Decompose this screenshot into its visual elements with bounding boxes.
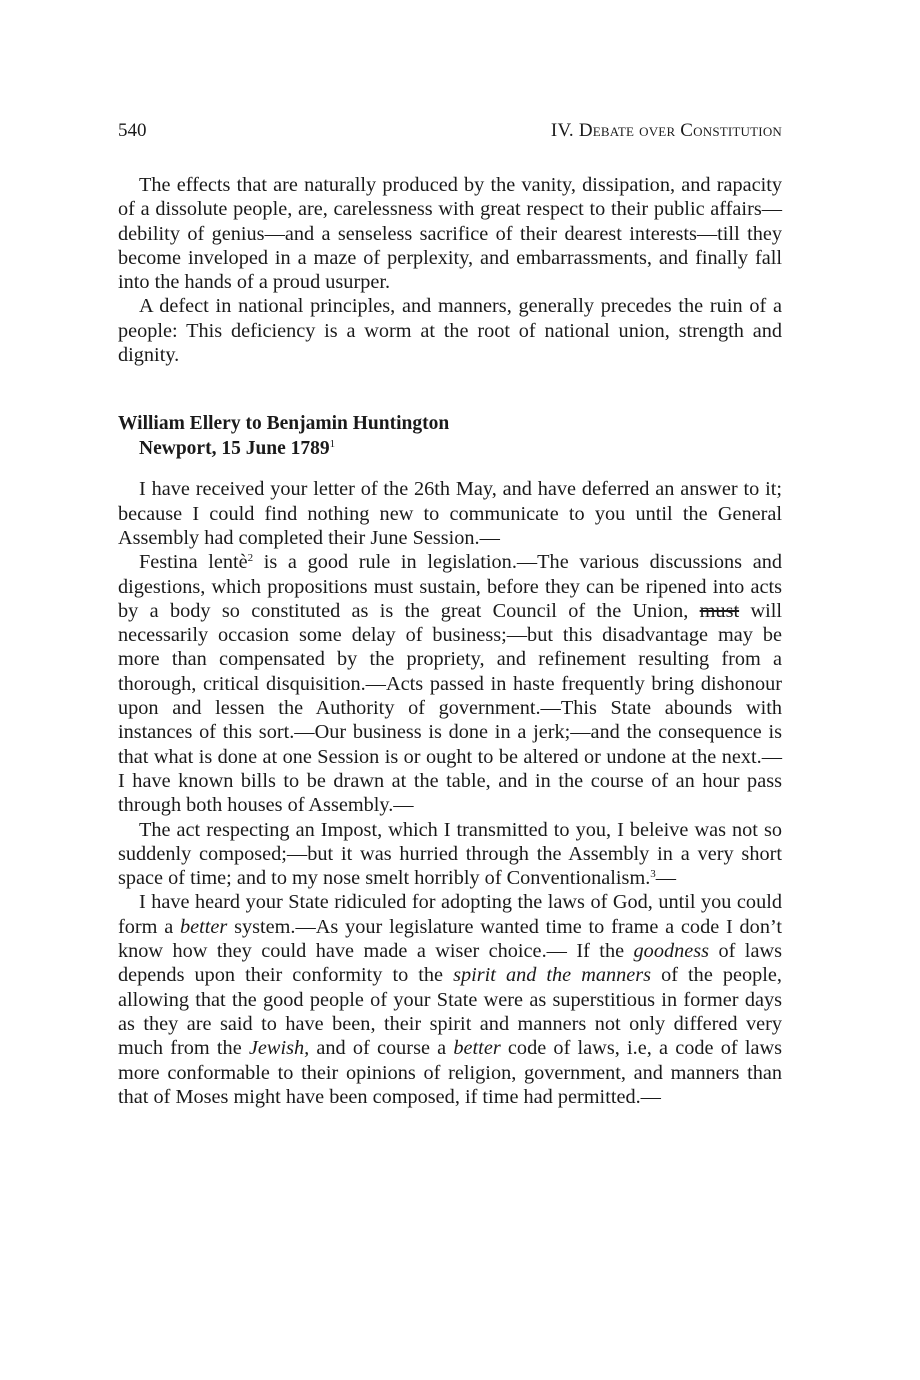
running-head xyxy=(118,118,782,144)
letter-heading-correspondents: William Ellery to Benjamin Huntington xyxy=(118,413,450,435)
letter-paragraph-3 xyxy=(118,818,782,891)
letter-p4-text-b: system.—As your legislature wanted time to frame a code I don’t know how they could have made a wiser choice.— If the xyxy=(118,915,782,963)
letter-p4-text-d: of the people, allowing that the good people of your State were as superstitious in former days as they are said to have been, their spirit and manners not only differed very much from the xyxy=(118,964,782,1060)
section-title: IV. Debate over Constitution xyxy=(550,120,782,141)
italic-better-1: better xyxy=(180,915,228,938)
letter-paragraph-4 xyxy=(118,890,782,1109)
letter-p2-text-a: Festina lentè xyxy=(139,551,248,574)
page-number: 540 xyxy=(118,120,147,141)
struck-word: must xyxy=(699,599,740,622)
letter-heading xyxy=(118,412,782,461)
letter-p3-text-a: The act respecting an Impost, which I transmitted to you, I beleive was not so suddenly composed;—but it was hurried through the Assembly in a very short space of time; and to my nose smelt horribly of Conventionalism. xyxy=(118,818,782,890)
italic-better-2: better xyxy=(453,1037,501,1060)
letter-p2-text-c: will necessarily occasion some delay of business;—but this disadvantage may be more than compensated by the propriety, and refinement resulting from a thorough, critical disquisition.—Acts passed in haste frequently bring dishonour upon and lessen the Authority of government.—This State abounds with instances of this sort.—Our business is done in a jerk;—and the consequence is that what is done at one Session is or ought to be altered or undone at the next.—I have known bills to be drawn at the table, and in the course of an hour pass through both houses of Assembly.— xyxy=(118,599,782,817)
letter-paragraph-1: I have received your letter of the 26th May, and have deferred an answer to it; because I could find nothing new to communicate to you until the General Assembly had completed their June Session.— xyxy=(118,478,782,549)
footnote-marker-2[interactable]: 2 xyxy=(247,552,254,565)
footnote-marker-3[interactable]: 3 xyxy=(650,868,656,881)
section-gap xyxy=(118,367,782,412)
intro-paragraph-2: A defect in national principles, and manners, generally precedes the ruin of a people: This deficiency is a worm at the root of national union, strength and dignity. xyxy=(118,295,782,367)
italic-goodness: goodness xyxy=(633,940,710,963)
italic-jewish: Jewish, xyxy=(248,1037,310,1060)
letter-p4-text-e: and of course a xyxy=(309,1037,454,1060)
document-page xyxy=(118,118,782,1109)
letter-heading-place-date xyxy=(118,437,782,462)
intro-paragraph-1: The effects that are naturally produced by the vanity, dissipation, and rapacity of a dissolute people, are, carelessness with great respect to their public affairs—debility of genius—and a senseless sacrifice of their dearest interests—till they become inveloped in a maze of perplexity, and embarrassments, and finally fall into the hands of a proud usurper. xyxy=(118,174,782,294)
letter-p4-text-a: I have heard your State ridiculed for adopting the laws of God, until you could form a xyxy=(118,891,782,938)
italic-spirit-manners: spirit and the manners xyxy=(453,964,652,987)
letter-heading-date-text: Newport, 15 June 1789 xyxy=(139,437,330,459)
letter-p4-text-c: of laws depends upon their conformity to the xyxy=(118,940,782,987)
letter-paragraph-2 xyxy=(118,550,782,817)
footnote-marker-1[interactable]: 1 xyxy=(329,437,336,450)
letter-p4-text-f: code of laws, i.e, a code of laws more conformable to their opinions of religion, government, and manners than that of Moses might have been composed, if time had permitted.— xyxy=(118,1037,783,1108)
letter-p2-text-b: is a good rule in legislation.—The various discussions and digestions, which propositions must sustain, before they can be ripened into acts by a body so constituted as is the great Council of the Union, xyxy=(118,551,782,622)
letter-p3-text-b: — xyxy=(655,867,677,890)
